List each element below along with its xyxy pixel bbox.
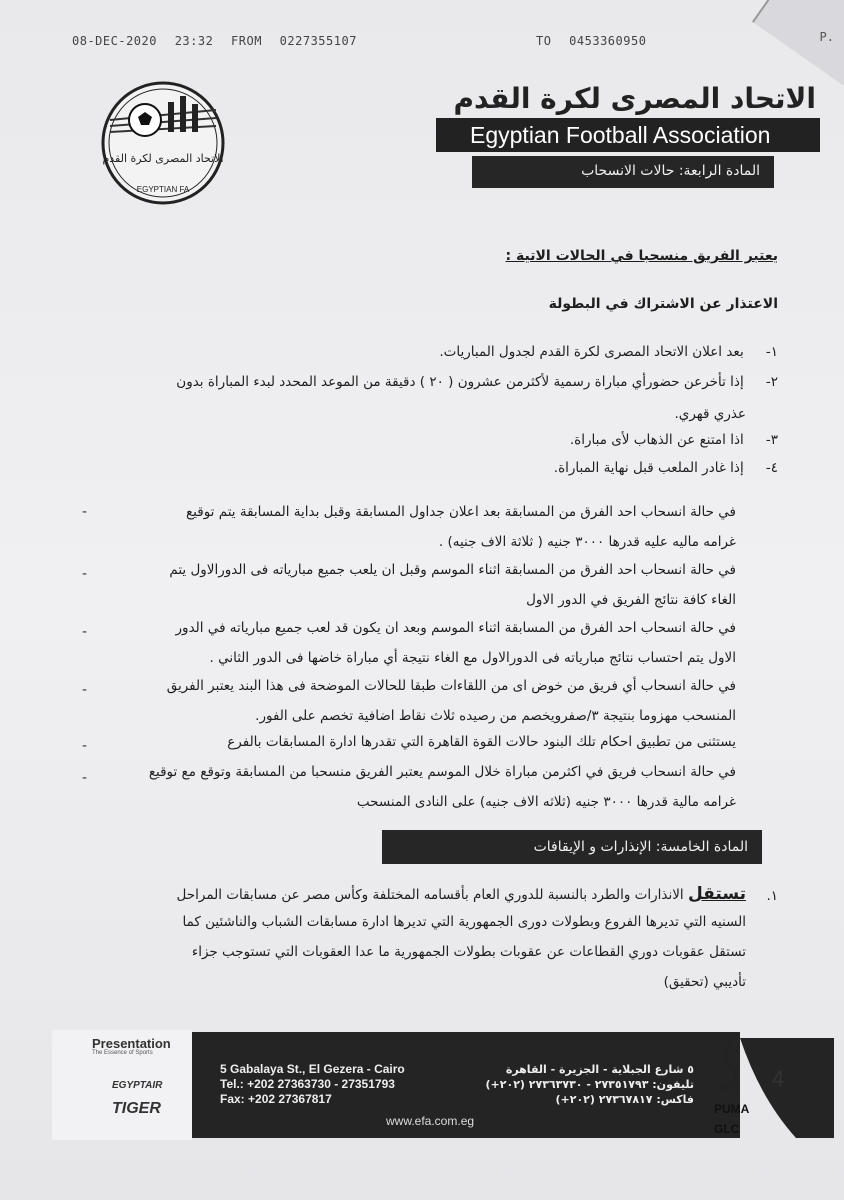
phone-line: Tel.: +202 27363730 - 27351793 [220, 1077, 395, 1091]
bullet-1-line-1: في حالة انسحاب احد الفرق من المسابقة بعد اعلان جداول المسابقة وقبل بداية المسابقة يتم توقيع [186, 504, 736, 520]
article4-subheading: الاعتذار عن الاشتراك في البطولة [548, 296, 778, 312]
item-number: ١- [765, 344, 778, 360]
bullet-marker: - [82, 504, 88, 520]
logo-text-ar: الاتحاد المصرى لكرة القدم [102, 152, 224, 165]
footer-website: www.efa.com.eg [386, 1114, 475, 1128]
article5-line-1-text: الانذارات والطرد بالنسبة للدوري العام بأقسامه المختلفة وكأس مصر عن مسابقات المراحل [176, 887, 684, 903]
article4-item-1 [58, 344, 778, 360]
footer-address-arabic [486, 1062, 694, 1107]
address-line-ar: ٥ شارع الجبلاية - الجزيرة - القاهرة [505, 1063, 694, 1076]
bullet-6-line-2: غرامه مالية قدرها ٣٠٠٠ جنيه (ثلاثه الاف جنيه) على النادى المنسحب [356, 794, 736, 810]
article4-intro: يعتبر الفريق منسحبا في الحالات الاتية : [505, 248, 778, 264]
item-number: ٢- [765, 374, 778, 390]
article5-badge: المادة الخامسة: الإنذارات و الإيقافات [382, 830, 762, 864]
item-number: ٣- [765, 432, 778, 448]
fax-header-right: TO 0453360950 [536, 34, 647, 48]
sponsor-presentation-sub: The Essence of Sports [92, 1050, 153, 1056]
item-text: إذا غادر الملعب قبل نهاية المباراة. [553, 460, 744, 476]
footer-address-english [220, 1062, 405, 1107]
item-text: اذا امتنع عن الذهاب لأى مباراة. [569, 432, 744, 448]
bullet-3-line-1: في حالة انسحاب احد الفرق من المسابقة اثناء الموسم وبعد ان يكون قد لعب جميع مبارياته في الدور [175, 620, 736, 636]
sponsor-we: WE [716, 1078, 739, 1094]
page-number: 4 [772, 1066, 785, 1091]
bullet-2-line-1: في حالة انسحاب احد الفرق من المسابقة اثناء الموسم وقبل ان يلعب جميع مبارياته فى الدورالاول يتم [169, 562, 736, 578]
sponsor-glc: GLC [714, 1122, 740, 1136]
article4-item-3 [58, 432, 778, 448]
article4-item-2-cont: عذري قهري. [674, 406, 746, 422]
article5-line-1 [66, 884, 746, 904]
article5-line-2: السنيه التي تديرها الفروع وبطولات دورى الجمهورية التي تديرها ادارة مسابقات الشباب والناشئين كما [182, 914, 746, 930]
bullet-5-line-1: يستثنى من تطبيق احكام تلك البنود حالات القوة القاهرة التي تقدرها ادارة المسابقات بالفرع [227, 734, 736, 750]
bullet-2-line-2: الغاء كافة نتائج الفريق في الدور الاول [526, 592, 736, 608]
sponsor-tiger: TIGER [112, 1100, 161, 1117]
bullet-marker: - [82, 682, 88, 698]
sponsor-egyptair: EGYPTAIR [112, 1080, 163, 1091]
item-text: بعد اعلان الاتحاد المصرى لكرة القدم لجدول المباريات. [439, 344, 744, 360]
bullet-6-line-1: في حالة انسحاب فريق في اكثرمن مباراة خلال الموسم يعتبر الفريق منسحبا من المسابقة وتوقع مع توقيع [148, 764, 736, 780]
article4-item-2 [58, 374, 778, 390]
article5-keyword: تستقل [687, 884, 746, 904]
address-line: 5 Gabalaya St., El Gezera - Cairo [220, 1062, 405, 1076]
title-english: Egyptian Football Association [436, 118, 820, 152]
bullet-1-line-2: غرامه ماليه عليه قدرها ٣٠٠٠ جنيه ( ثلاثة الاف جنيه) . [438, 534, 736, 550]
article4-item-4 [58, 460, 778, 476]
bullet-4-line-2: المنسحب مهزوما بنتيجة ٣/صفرويخصم من رصيده ثلاث نقاط اضافية تخصم على الفور. [255, 708, 736, 724]
bullet-marker: - [82, 738, 88, 754]
bullet-3-line-2: الاول يتم احتساب نتائج مبارياته فى الدورالاول مع الغاء نتيجة أي مباراة خاضها فى الدور الثاني . [209, 650, 736, 666]
fax-line-ar: فاكس: ٢٧٣٦٧٨١٧ (٢٠٢+) [555, 1093, 694, 1106]
sponsor-puma: PUMA [714, 1102, 750, 1116]
item-number: ٤- [765, 460, 778, 476]
title-arabic: الاتحاد المصرى لكرة القدم [453, 82, 816, 115]
bullet-4-line-1: في حالة انسحاب أي فريق من خوض اى من اللقاءات طبقا للحالات الموضحة فى هذا البند يعتبر الفريق [166, 678, 736, 694]
bullet-marker: - [82, 770, 88, 786]
bullet-marker: - [82, 624, 88, 640]
sponsor-presentation: Presentation [92, 1036, 171, 1051]
article5-item-number: ١. [766, 888, 778, 904]
fax-page-marker: P. [819, 30, 834, 44]
logo-text-en: EGYPTIAN FA [136, 185, 190, 194]
bullet-marker: - [82, 566, 88, 582]
phone-line-ar: تليفون: ٢٧٣٥١٧٩٣ - ٢٧٣٦٣٧٣٠ (٢٠٢+) [485, 1078, 694, 1091]
item-text: إذا تأخرعن حضورأي مباراة رسمية لأكثرمن عشرون ( ٢٠ ) دقيقة من الموعد المحدد لبدء المباراة بدون [176, 374, 744, 390]
article5-line-3: تستقل عقوبات دوري القطاعات عن عقوبات بطولات الجمهورية ما عدا العقوبات التي تستوجب جزاء [191, 944, 746, 960]
fax-line: Fax: +202 27367817 [220, 1092, 332, 1106]
article4-badge: المادة الرابعة: حالات الانسحاب [472, 156, 774, 188]
efa-logo [100, 80, 226, 206]
fax-header-left: 08-DEC-2020 23:32 FROM 0227355107 [72, 34, 357, 48]
article5-line-4: تأديبي (تحقيق) [663, 974, 746, 990]
